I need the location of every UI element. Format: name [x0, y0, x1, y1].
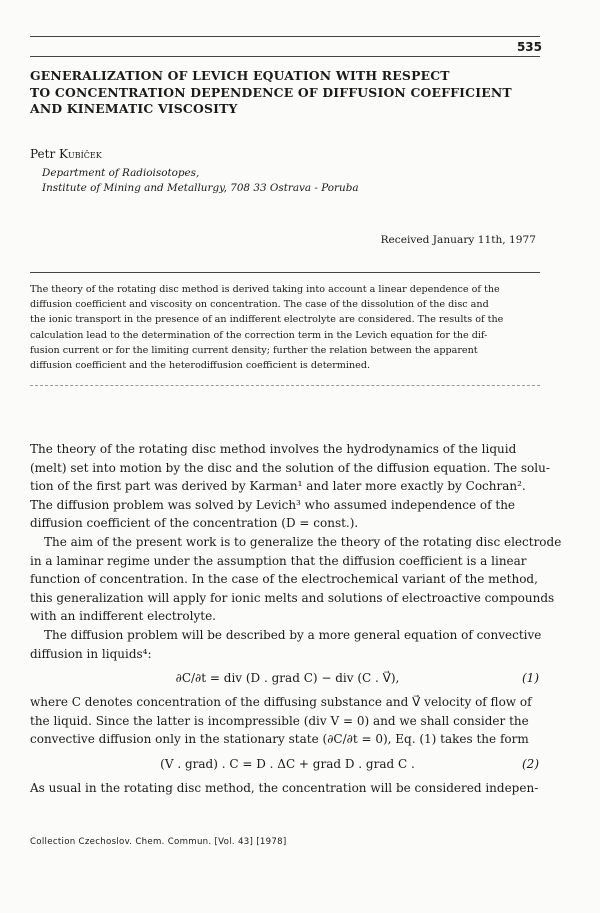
text-line: tion of the first part was derived by Karman¹ and later more exactly by Cochran². — [30, 479, 526, 494]
abstract-bottom-rule — [30, 385, 540, 386]
author-last-name: Kubíček — [59, 147, 102, 161]
header-rule — [30, 36, 540, 37]
text-line: this generalization will apply for ionic melts and solutions of electroactive compounds — [30, 590, 555, 605]
text-line: with an indifferent electrolyte. — [30, 609, 216, 624]
title-line: TO CONCENTRATION DEPENDENCE OF DIFFUSION COEFFICIENT — [30, 84, 512, 100]
body-text — [30, 440, 562, 798]
text-line: diffusion coefficient of the concentration (D = const.). — [30, 516, 359, 531]
journal-footer: Collection Czechoslov. Chem. Commun. [Vol. 43] [1978] — [30, 837, 287, 847]
affiliation — [42, 166, 359, 196]
paragraph-1 — [30, 440, 550, 533]
text-line: diffusion in liquids⁴: — [30, 646, 152, 661]
text-line: function of concentration. In the case of the electrochemical variant of the method, — [30, 572, 538, 587]
abstract — [30, 282, 540, 373]
paragraph-5 — [30, 779, 545, 798]
page-number: 535 — [516, 40, 542, 54]
title-line: GENERALIZATION OF LEVICH EQUATION WITH RESPECT — [30, 68, 450, 83]
title-line: AND KINEMATIC VISCOSITY — [30, 101, 238, 116]
paragraph-4 — [30, 693, 545, 749]
text-line: The aim of the present work is to generalize the theory of the rotating disc electrode — [44, 534, 562, 549]
equation-number: (2) — [522, 756, 539, 771]
abstract-top-rule — [30, 272, 540, 273]
equation-expression: ∂C/∂t = div (D . grad C) − div (C . V⃗), — [175, 671, 400, 686]
equation-2 — [30, 749, 545, 779]
text-line: The diffusion problem was solved by Levich³ who assumed independence of the — [30, 497, 516, 512]
abstract-line: diffusion coefficient and viscosity on concentration. The case of the dissolution of the disc and — [30, 299, 489, 311]
abstract-line: The theory of the rotating disc method is derived taking into account a linear dependence of the — [30, 284, 500, 295]
affiliation-line: Institute of Mining and Metallurgy, 708 33 Ostrava - Poruba — [42, 182, 359, 194]
text-line: in a laminar regime under the assumption that the diffusion coefficient is a linear — [30, 553, 527, 568]
article-title — [30, 68, 550, 118]
abstract-line: the ionic transport in the presence of an indifferent electrolyte are considered. The results of the — [30, 314, 504, 326]
text-line: (melt) set into motion by the disc and the solution of the diffusion equation. The solu- — [30, 460, 550, 475]
abstract-line: calculation lead to the determination of the correction term in the Levich equation for the dif- — [30, 329, 488, 341]
text-line: The theory of the rotating disc method involves the hydrodynamics of the liquid — [30, 442, 517, 456]
author-first-name: Petr — [30, 147, 56, 161]
text-line: convective diffusion only in the stationary state (∂C/∂t = 0), Eq. (1) takes the form — [30, 732, 529, 747]
text-line: As usual in the rotating disc method, the concentration will be considered indepen- — [30, 780, 539, 795]
equation-expression: (V . grad) . C = D . ΔC + grad D . grad C . — [160, 756, 415, 771]
affiliation-line: Department of Radioisotopes, — [42, 167, 200, 179]
abstract-line: fusion current or for the limiting current density; further the relation between the apparent — [30, 344, 478, 356]
paragraph-2 — [30, 533, 562, 626]
abstract-line: diffusion coefficient and the heterodiffusion coefficient is determined. — [30, 360, 371, 372]
paragraph-3 — [30, 626, 545, 663]
equation-number: (1) — [522, 671, 539, 686]
equation-1 — [30, 663, 545, 693]
received-date: Received January 11th, 1977 — [380, 234, 536, 246]
author — [30, 147, 102, 161]
text-line: where C denotes concentration of the diffusing substance and V⃗ velocity of flow of — [30, 695, 532, 710]
text-line: The diffusion problem will be described by a more general equation of convective — [44, 627, 542, 642]
text-line: the liquid. Since the latter is incompressible (div V = 0) and we shall consider the — [30, 713, 529, 728]
header-rule-bottom — [30, 56, 540, 57]
